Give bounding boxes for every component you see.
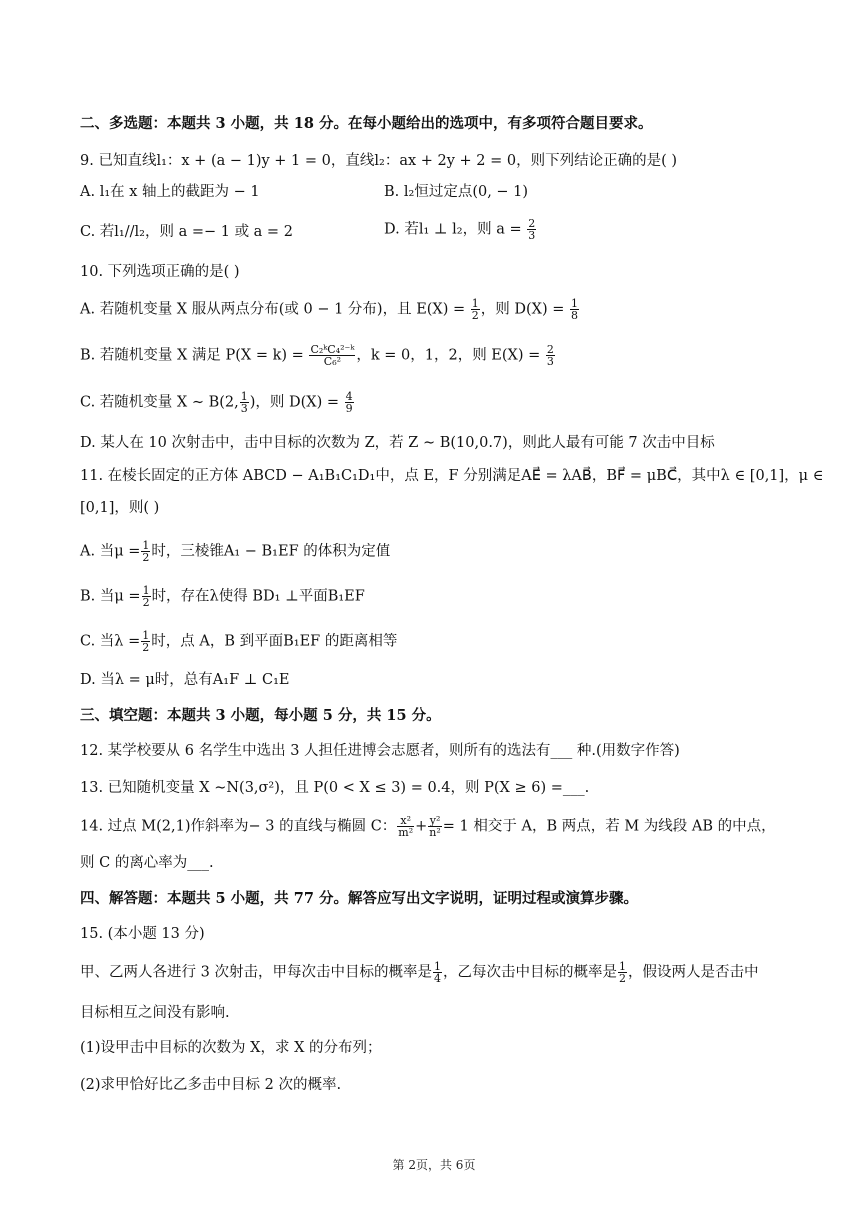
- q11-stem-line2: [0,1]，则( ): [80, 500, 160, 516]
- section-solution-heading: 四、解答题：本题共 5 小题，共 77 分。解答应写出文字说明，证明过程或演算步骤。: [80, 890, 638, 907]
- q15-paragraph-line2: 目标相互之间没有影响.: [80, 1005, 230, 1021]
- q11-option-b: B. 当μ = $\frac{1}{2}$ 时，存在λ使得 BD₁ ⊥平面B₁EF: [80, 584, 365, 609]
- q14-line1: 14. 过点 M(2,1)作斜率为− 3 的直线与椭圆 C： $\frac{\text{x²}}{\text{m²}}$ + $\frac{\text{y²}}{\text{n²}}$ = 1 相交于 A，B 两点，若 M 为线段 AB 的中点，: [80, 814, 776, 839]
- q11-option-a: A. 当μ = $\frac{1}{2}$ 时，三棱锥A₁ − B₁EF 的体积为定值: [80, 539, 391, 564]
- q15-subquestion-2: (2)求甲恰好比乙多击中目标 2 次的概率.: [80, 1077, 342, 1093]
- page-footer: 第 2页，共 6页: [392, 1158, 476, 1172]
- q15-paragraph-line1: 甲、乙两人各进行 3 次射击，甲每次击中目标的概率是 $\frac{1}{4}$ ，乙每次击中目标的概率是 $\frac{1}{2}$ ，假设两人是否击中: [80, 960, 759, 985]
- q14-line2: 则 C 的离心率为___.: [80, 855, 214, 871]
- q10-option-d: D. 某人在 10 次射击中，击中目标的次数为 Z，若 Z ∼ B(10,0.7)，则此人最有可能 7 次击中目标: [80, 435, 715, 451]
- q12: 12. 某学校要从 6 名学生中选出 3 人担任进博会志愿者，则所有的选法有___ 种.(用数字作答): [80, 743, 680, 759]
- section-fill-in-heading: 三、填空题：本题共 3 小题，每小题 5 分，共 15 分。: [80, 707, 441, 724]
- q9-option-d: D. 若l₁ ⊥ l₂，则 a = $\frac{2}{3}$: [384, 217, 536, 242]
- q15-subquestion-1: (1)设甲击中目标的次数为 X，求 X 的分布列；: [80, 1040, 382, 1056]
- q13: 13. 已知随机变量 X ∼N(3,σ²)，且 P(0 < X ≤ 3) = 0.4，则 P(X ≥ 6) =___.: [80, 780, 590, 796]
- q10-option-c: C. 若随机变量 X ∼ B(2, $\frac{1}{3}$ )，则 D(X) = $\frac{4}{9}$: [80, 390, 353, 415]
- q11-stem-line1: 11. 在棱长固定的正方体 ABCD − A₁B₁C₁D₁中，点 E，F 分别满足AE⃗ = λAB⃗，BF⃗ = μBC⃗，其中λ ∈ [0,1]，μ ∈: [80, 468, 824, 484]
- section-multiple-choice-heading: 二、多选题：本题共 3 小题，共 18 分。在每小题给出的选项中，有多项符合题目要求。: [80, 115, 653, 132]
- q15-heading: 15. (本小题 13 分): [80, 926, 205, 942]
- q10-option-a: A. 若随机变量 X 服从两点分布(或 0 − 1 分布)，且 E(X) = $\frac{1}{2}$ ，则 D(X) = $\frac{1}{8}$: [80, 297, 579, 322]
- q11-option-d: D. 当λ = μ时，总有A₁F ⊥ C₁E: [80, 672, 290, 688]
- q9-option-a: A. l₁在 x 轴上的截距为 − 1: [80, 184, 260, 200]
- q9-option-c: C. 若l₁//l₂，则 a =− 1 或 a = 2: [80, 224, 293, 240]
- q9-option-b: B. l₂恒过定点(0, − 1): [384, 184, 529, 200]
- q9-stem: 9. 已知直线l₁：x + (a − 1)y + 1 = 0，直线l₂：ax + 2y + 2 = 0，则下列结论正确的是( ): [80, 153, 678, 169]
- q10-option-b: B. 若随机变量 X 满足 P(X = k) = $\frac{\text{C₂ᵏC₄²⁻ᵏ}}{\text{C₆²}}$ ，k = 0，1，2，则 E(X) = $\frac{2}{3}$: [80, 343, 554, 368]
- q10-stem: 10. 下列选项正确的是( ): [80, 264, 240, 280]
- q11-option-c: C. 当λ = $\frac{1}{2}$ 时，点 A，B 到平面B₁EF 的距离相等: [80, 629, 398, 654]
